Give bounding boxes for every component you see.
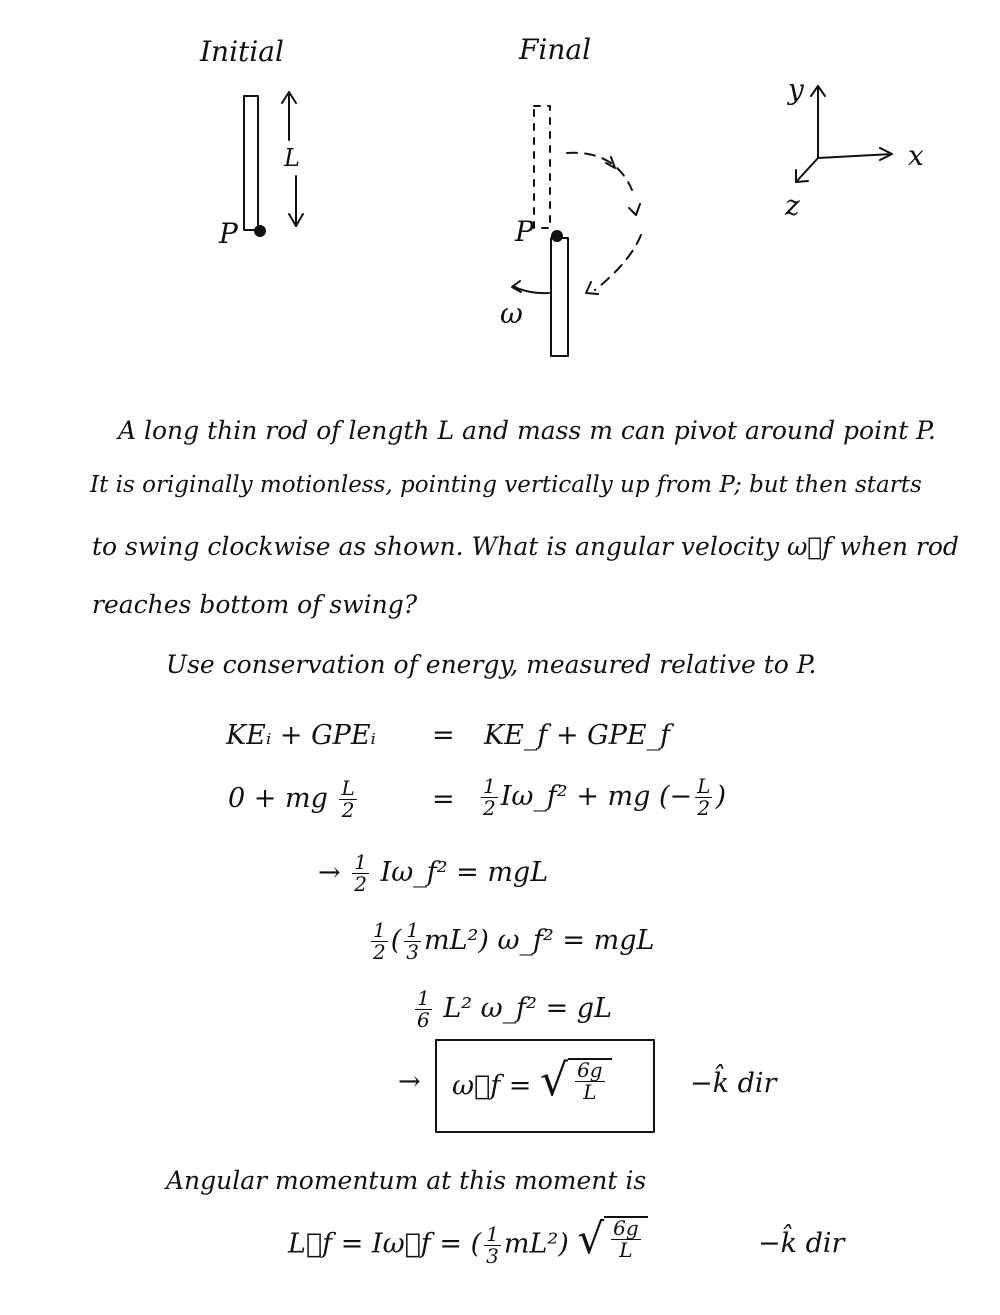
eq2-right2-num: L <box>697 774 711 798</box>
pivot-label-initial: P <box>219 217 238 250</box>
eq5-rest: L² ω_f² = gL <box>443 993 612 1024</box>
eq2-left-text: 0 + mg <box>228 783 328 814</box>
eq2-equals: = <box>432 784 455 815</box>
eq5 <box>412 988 612 1031</box>
eq6-direction: −k̂ dir <box>690 1068 777 1099</box>
eq6-sqrt <box>540 1054 612 1106</box>
eq3-arrow: → <box>318 857 341 888</box>
eq5-den: 6 <box>417 1008 430 1032</box>
omega-arrowhead <box>512 281 521 292</box>
initial-label: Initial <box>200 35 284 68</box>
momentum-frac-num: 1 <box>486 1221 499 1246</box>
momentum-rad-fraction <box>611 1218 641 1261</box>
momentum-rad-den: L <box>619 1238 633 1262</box>
eq4-inner-den: 3 <box>406 940 420 964</box>
swing-arc <box>567 153 632 190</box>
eq2-left-fraction <box>339 778 356 821</box>
problem-line-1: A long thin rod of length L and mass m can pivot around point P. <box>118 416 936 445</box>
problem-line-2: It is originally motionless, pointing vertically up from P; but then starts <box>90 472 922 498</box>
eq2-left-num: L <box>341 776 355 800</box>
axis-z-label: z <box>785 189 800 222</box>
eq6-radicand <box>568 1058 612 1103</box>
final-rod <box>551 238 568 356</box>
momentum-radical-sign: √ <box>577 1213 605 1263</box>
eq3 <box>318 852 548 895</box>
eq3-den: 2 <box>354 872 367 896</box>
eq5-num: 1 <box>417 986 430 1010</box>
eq2-right-fraction <box>481 776 498 819</box>
eq4-inner-num: 1 <box>406 918 420 942</box>
eq2-left-den: 2 <box>341 798 355 822</box>
momentum-mid: mL²) <box>503 1228 569 1260</box>
eq2-right-fraction-2 <box>695 776 712 819</box>
eq2-right2-den: 2 <box>697 796 711 820</box>
eq6-rad-fraction <box>575 1060 605 1103</box>
eq1-equals: = <box>432 720 455 751</box>
problem-line-4: reaches bottom of swing? <box>92 590 418 619</box>
final-pivot-dot <box>551 230 563 242</box>
eq3-num: 1 <box>354 850 367 874</box>
momentum-lhs: L⃗f = Iω⃗f = ( <box>288 1228 482 1260</box>
eq4 <box>368 920 654 963</box>
swing-arrowhead-2 <box>629 204 640 215</box>
swing-arrowhead-3 <box>586 282 598 294</box>
z-axis <box>796 158 818 182</box>
eq5-fraction <box>415 988 432 1031</box>
momentum-line: Angular momentum at this moment is <box>166 1166 647 1195</box>
problem-line-3: to swing clockwise as shown. What is angular velocity ω⃗f when rod <box>92 532 959 561</box>
momentum-frac-den: 3 <box>486 1243 499 1268</box>
momentum-rad-num: 6g <box>613 1216 639 1240</box>
length-label: L <box>284 144 300 172</box>
eq2-right-end: ) <box>715 781 726 812</box>
omega-label: ω <box>500 297 523 330</box>
eq3-fraction <box>352 852 369 895</box>
eq1-right: KE_f + GPE_f <box>484 720 671 751</box>
initial-rod <box>244 96 258 230</box>
eq3-rest: Iω_f² = mgL <box>380 857 549 888</box>
momentum-sqrt <box>577 1213 647 1263</box>
momentum-fraction <box>484 1221 501 1268</box>
final-dashed-rod <box>534 106 550 228</box>
eq6-radical-sign: √ <box>540 1054 569 1106</box>
eq6-arrow: → <box>398 1066 421 1097</box>
eq1-left: KEᵢ + GPEᵢ <box>226 720 376 751</box>
axis-y-label: y <box>788 73 804 106</box>
x-axis <box>818 154 892 158</box>
eq4-num: 1 <box>373 918 386 942</box>
momentum-direction: −k̂ dir <box>758 1228 845 1259</box>
momentum-radicand <box>604 1216 648 1261</box>
eq2-right-mid: Iω_f² + mg (− <box>500 781 693 812</box>
eq2-right <box>478 776 726 819</box>
eq4-rest: mL²) ω_f² = mgL <box>424 925 655 956</box>
eq4-fraction <box>371 920 388 963</box>
problem-line-5: Use conservation of energy, measured relative to P. <box>166 650 817 679</box>
eq6-rad-num: 6g <box>577 1058 603 1082</box>
final-label: Final <box>519 33 592 66</box>
eq6-rad-den: L <box>583 1080 597 1104</box>
eq4-inner-fraction <box>404 920 421 963</box>
eq6-lhs: ω⃗f = <box>452 1070 532 1102</box>
momentum-equation <box>288 1213 648 1268</box>
pivot-label-final: P <box>515 215 534 248</box>
eq2-right-den: 2 <box>483 796 496 820</box>
eq2-right-num: 1 <box>483 774 496 798</box>
eq4-paren: ( <box>390 925 402 956</box>
axis-x-label: x <box>908 139 924 172</box>
eq6-answer <box>452 1054 612 1106</box>
eq2-left <box>228 778 360 821</box>
initial-pivot-dot <box>254 225 266 237</box>
eq4-den: 2 <box>373 940 386 964</box>
swing-arc-lower <box>595 235 641 290</box>
